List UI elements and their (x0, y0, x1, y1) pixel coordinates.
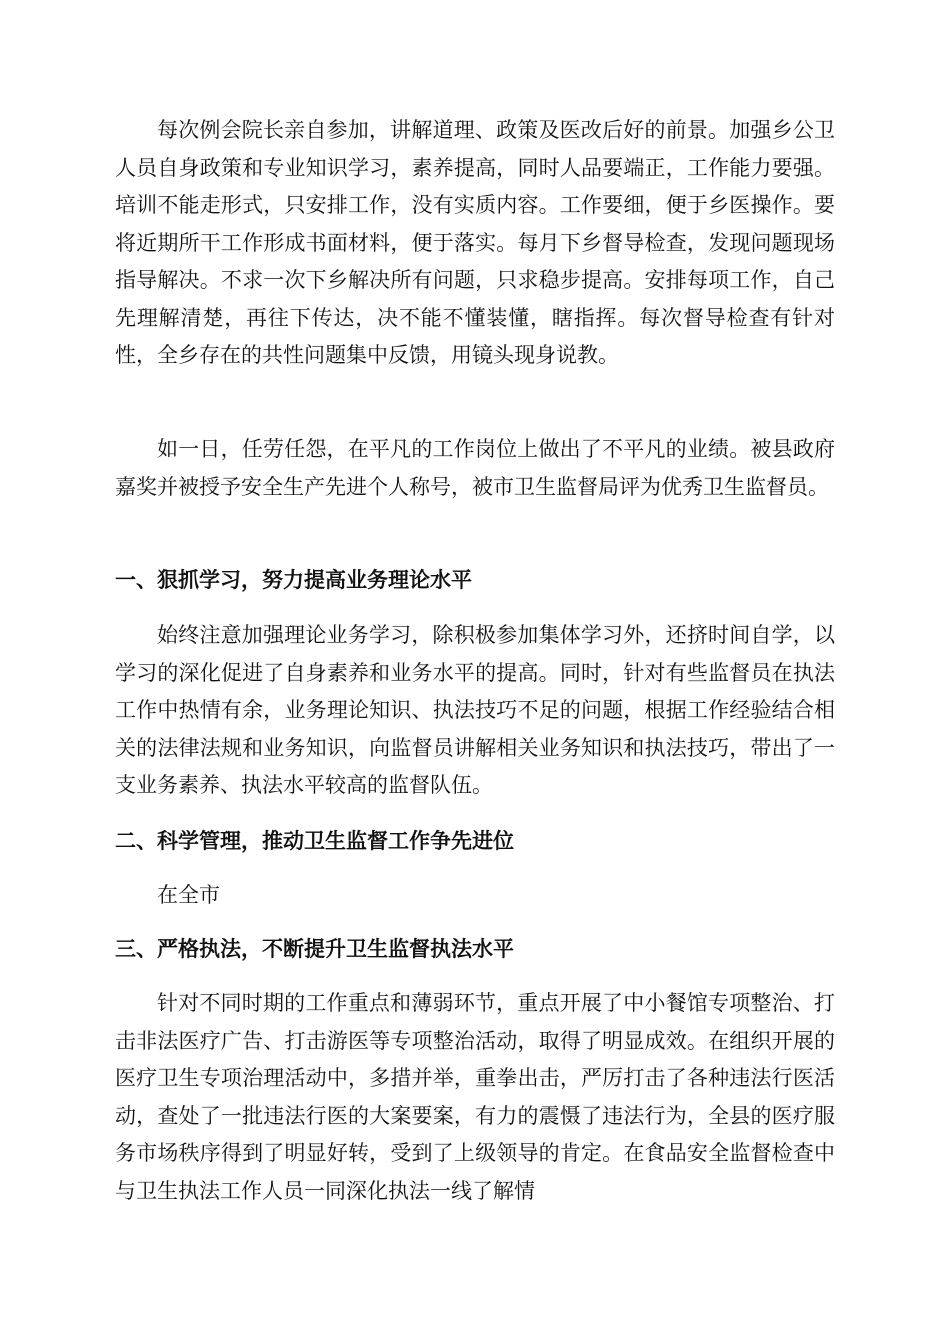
section-heading-2: 二、科学管理，推动卫生监督工作争先进位 (115, 829, 514, 853)
body-paragraph-4: 在全市 (157, 883, 220, 907)
section-heading-3: 三、严格执法，不断提升卫生监督执法水平 (115, 937, 514, 961)
body-paragraph-2: 如一日，任劳任怨，在平凡的工作岗位上做出了不平凡的业绩。被县政府嘉奖并被授予安全生产先进个人称号，被市卫生监督局评为优秀卫生监督员。 (115, 437, 835, 499)
section-heading-1: 一、狠抓学习，努力提高业务理论水平 (115, 568, 472, 592)
body-paragraph-3: 始终注意加强理论业务学习，除积极参加集体学习外，还挤时间自学，以学习的深化促进了自身素养和业务水平的提高。同时，针对有些监督员在执法工作中热情有余，业务理论知识、执法技巧不足的问题，根据工作经验结合相关的法律法规和业务知识，向监督员讲解相关业务知识和执法技巧，带出了一支业务素养、执法水平较高的监督队伍。 (115, 623, 835, 797)
body-paragraph-1: 每次例会院长亲自参加，讲解道理、政策及医改后好的前景。加强乡公卫人员自身政策和专业知识学习，素养提高，同时人品要端正，工作能力要强。培训不能走形式，只安排工作，没有实质内容。工作要细，便于乡医操作。要将近期所干工作形成书面材料，便于落实。每月下乡督导检查，发现问题现场指导解决。不求一次下乡解决所有问题，只求稳步提高。安排每项工作，自己先理解清楚，再往下传达，决不能不懂装懂，瞎指挥。每次督导检查有针对性，全乡存在的共性问题集中反馈，用镜头现身说教。 (115, 118, 835, 367)
body-paragraph-5: 针对不同时期的工作重点和薄弱环节，重点开展了中小餐馆专项整治、打击非法医疗广告、打击游医等专项整治活动，取得了明显成效。在组织开展的医疗卫生专项治理活动中，多措并举，重拳出击，严厉打击了各种违法行医活动，查处了一批违法行医的大案要案，有力的震慑了违法行为，全县的医疗服务市场秩序得到了明显好转，受到了上级领导的肯定。在食品安全监督检查中与卫生执法工作人员一同深化执法一线了解情 (115, 991, 835, 1203)
